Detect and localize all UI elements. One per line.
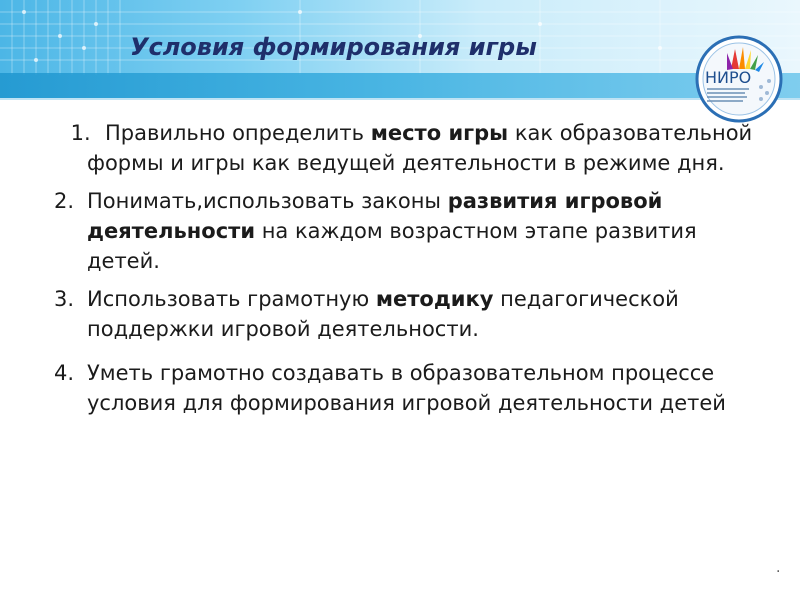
list-item-emphasis: место игры [370,121,509,145]
list-item-number: 2. [54,189,81,213]
slide-body [54,118,774,418]
list-item-segment: педагогической поддержки игровой деятельности. [87,287,679,341]
list-item-segment: Правильно определить [105,121,371,145]
list-item-text [87,186,774,276]
list-item-segment: Использовать грамотную [87,287,376,311]
logo-text: НИРО [705,68,752,87]
list-item-text [87,284,774,344]
slide-title: Условия формирования игры [130,33,537,61]
list-item-number: 4. [54,361,75,385]
list-item-number: 3. [54,287,81,311]
list-item [54,118,774,178]
list-item-segment: Уметь грамотно создавать в образовательном процессе условия для формирования игровой деятельности детей [87,361,726,415]
header-divider [0,98,800,100]
list-item-emphasis: развития игровой деятельности [87,189,663,243]
list-item-segment: как образовательной формы и игры как ведущей деятельности в режиме дня. [87,121,753,175]
list-item-text [87,118,774,178]
footer-mark: . [776,560,781,576]
list-item [54,358,774,418]
list-item-number: 1. [64,121,91,145]
list-item-segment: Понимать,использовать законы [87,189,448,213]
header-band [0,73,800,98]
list-item-text [87,358,774,418]
niro-logo [695,35,783,123]
list-item [54,284,774,344]
list-item [54,186,774,276]
list-item-segment: на каждом возрастном этапе развития детей. [87,219,697,273]
list-item-emphasis: методику [375,287,494,311]
